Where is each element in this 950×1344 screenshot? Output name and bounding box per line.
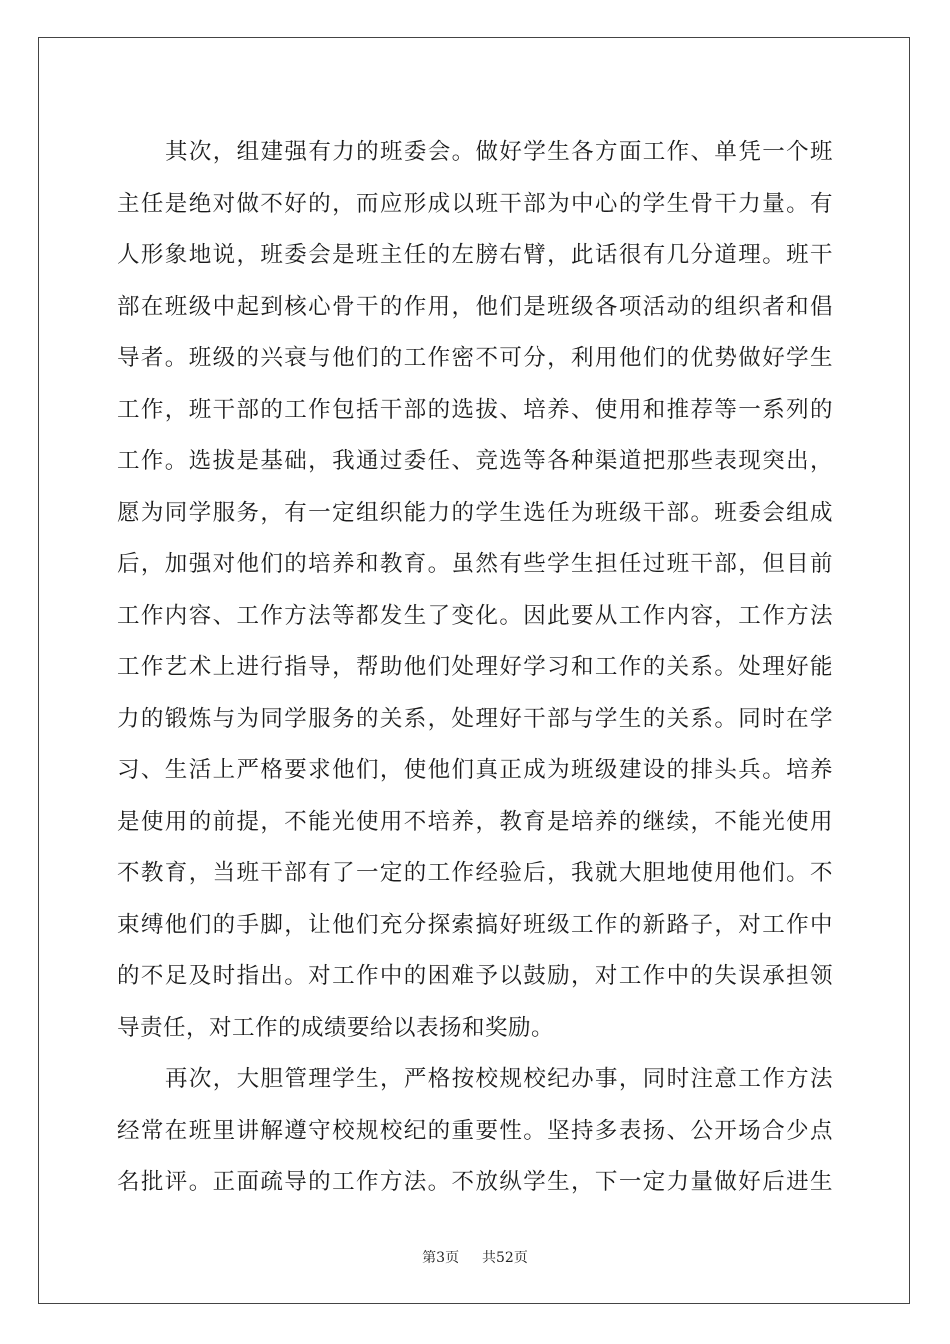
paragraph-1-line-6: 工作，班干部的工作包括干部的选拔、培养、使用和推荐等一系列的 bbox=[117, 396, 833, 423]
paragraph-1-line-9: 后，加强对他们的培养和教育。虽然有些学生担任过班干部，但目前 bbox=[117, 551, 833, 577]
paragraph-2-line-2: 经常在班里讲解遵守校规校纪的重要性。坚持多表扬、公开场合少点 bbox=[117, 1117, 833, 1144]
document-body bbox=[117, 130, 833, 1212]
paragraph-1-line-3: 人形象地说，班委会是班主任的左膀右臂，此话很有几分道理。班干 bbox=[117, 242, 833, 268]
page-footer bbox=[0, 1247, 950, 1267]
paragraph-1-line-16: 束缚他们的手脚，让他们充分探索搞好班级工作的新路子，对工作中 bbox=[117, 911, 833, 938]
paragraph-1-line-17: 的不足及时指出。对工作中的困难予以鼓励，对工作中的失误承担领 bbox=[117, 963, 833, 989]
paragraph-1-line-15: 不教育，当班干部有了一定的工作经验后，我就大胆地使用他们。不 bbox=[117, 860, 833, 886]
paragraph-1-line-10: 工作内容、工作方法等都发生了变化。因此要从工作内容，工作方法 bbox=[117, 602, 833, 629]
paragraph-1-line-18: 导责任，对工作的成绩要给以表扬和奖励。 bbox=[117, 1014, 555, 1041]
paragraph-1-line-1: 其次，组建强有力的班委会。做好学生各方面工作、单凭一个班 bbox=[165, 139, 833, 165]
paragraph-1-line-13: 习、生活上严格要求他们，使他们真正成为班级建设的排头兵。培养 bbox=[117, 757, 833, 783]
paragraph-1-line-2: 主任是绝对做不好的，而应形成以班干部为中心的学生骨干力量。有 bbox=[117, 190, 833, 217]
paragraph-1-line-4: 部在班级中起到核心骨干的作用，他们是班级各项活动的组织者和倡 bbox=[117, 293, 833, 320]
paragraph-2-line-1: 再次，大胆管理学生，严格按校规校纪办事，同时注意工作方法 bbox=[165, 1066, 833, 1092]
paragraph-1-line-12: 力的锻炼与为同学服务的关系，处理好干部与学生的关系。同时在学 bbox=[117, 705, 833, 732]
paragraph-2-line-3: 名批评。正面疏导的工作方法。不放纵学生，下一定力量做好后进生 bbox=[117, 1169, 833, 1195]
page-number: 第3页 bbox=[422, 1250, 460, 1266]
page-total: 共52页 bbox=[482, 1250, 528, 1266]
paragraph-1-line-11: 工作艺术上进行指导，帮助他们处理好学习和工作的关系。处理好能 bbox=[117, 654, 833, 680]
paragraph-1-line-8: 愿为同学服务，有一定组织能力的学生选任为班级干部。班委会组成 bbox=[117, 499, 833, 526]
paragraph-1-line-5: 导者。班级的兴衰与他们的工作密不可分，利用他们的优势做好学生 bbox=[117, 345, 833, 371]
paragraph-1-line-7: 工作。选拔是基础，我通过委任、竞选等各种渠道把那些表现突出， bbox=[117, 448, 833, 474]
paragraph-1-line-14: 是使用的前提，不能光使用不培养，教育是培养的继续，不能光使用 bbox=[117, 808, 833, 835]
